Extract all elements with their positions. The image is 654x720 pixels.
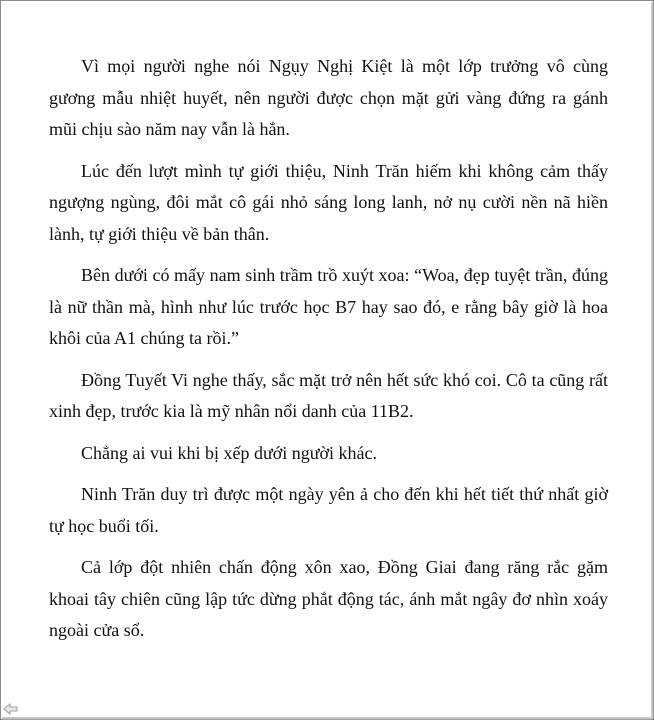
paragraph-5: Chẳng ai vui khi bị xếp dưới người khác.	[81, 442, 378, 463]
page-corner-icon	[3, 702, 19, 716]
paragraph-6: Ninh Trăn duy trì được một ngày yên ả cho đến khi hết tiết thứ nhất giờ tự học buổi tối.	[49, 484, 608, 536]
paragraph-4: Đồng Tuyết Vi nghe thấy, sắc mặt trở nên hết sức khó coi. Cô ta cũng rất xinh đẹp, trước kia là mỹ nhân nổi danh của 11B2.	[49, 369, 608, 421]
paragraph-1: Vì mọi người nghe nói Ngụy Nghị Kiệt là một lớp trưởng vô cùng gương mẫu nhiệt huyết, nên người được chọn mặt gửi vàng đứng ra gánh mũi chịu sào năm nay vẫn là hắn.	[49, 56, 608, 139]
paragraph-2: Lúc đến lượt mình tự giới thiệu, Ninh Trăn hiếm khi không cảm thấy ngượng ngùng, đôi mắt cô gái nhỏ sáng long lanh, nở nụ cười nền nã hiền lành, tự giới thiệu về bản thân.	[49, 160, 608, 244]
paragraph-7: Cả lớp đột nhiên chấn động xôn xao, Đồng Giai đang răng rắc gặm khoai tây chiên cũng lập tức dừng phắt động tác, ánh mắt ngây đơ nhìn xoáy ngoài cửa sổ.	[49, 557, 608, 640]
document-body	[49, 51, 608, 657]
paragraph-3: Bên dưới có mấy nam sinh trầm trồ xuýt xoa: “Woa, đẹp tuyệt trần, đúng là nữ thần mà, hình như lúc trước học B7 hay sao đó, e rằng bây giờ là hoa khôi của A1 chúng ta rồi.”	[49, 265, 608, 348]
